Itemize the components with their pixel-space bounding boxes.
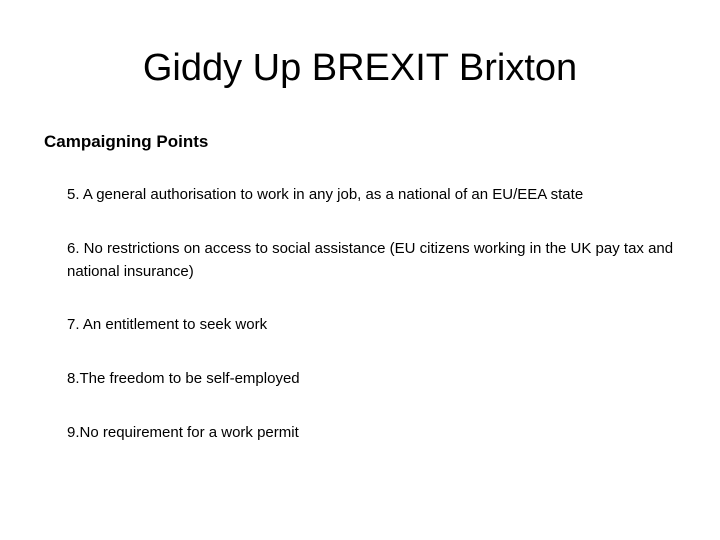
- slide-title: Giddy Up BREXIT Brixton: [142, 47, 578, 89]
- campaign-point-6: 6. No restrictions on access to social assistance (EU citizens working in the UK pay tax and national insurance): [67, 240, 674, 280]
- campaign-point-7: 7. An entitlement to seek work: [67, 316, 268, 333]
- campaign-point-5: 5. A general authorisation to work in any job, as a national of an EU/EEA state: [67, 186, 584, 203]
- campaign-point-8: 8.The freedom to be self-employed: [67, 370, 300, 387]
- campaign-point-9: 9.No requirement for a work permit: [67, 424, 299, 441]
- section-heading: Campaigning Points: [44, 132, 209, 151]
